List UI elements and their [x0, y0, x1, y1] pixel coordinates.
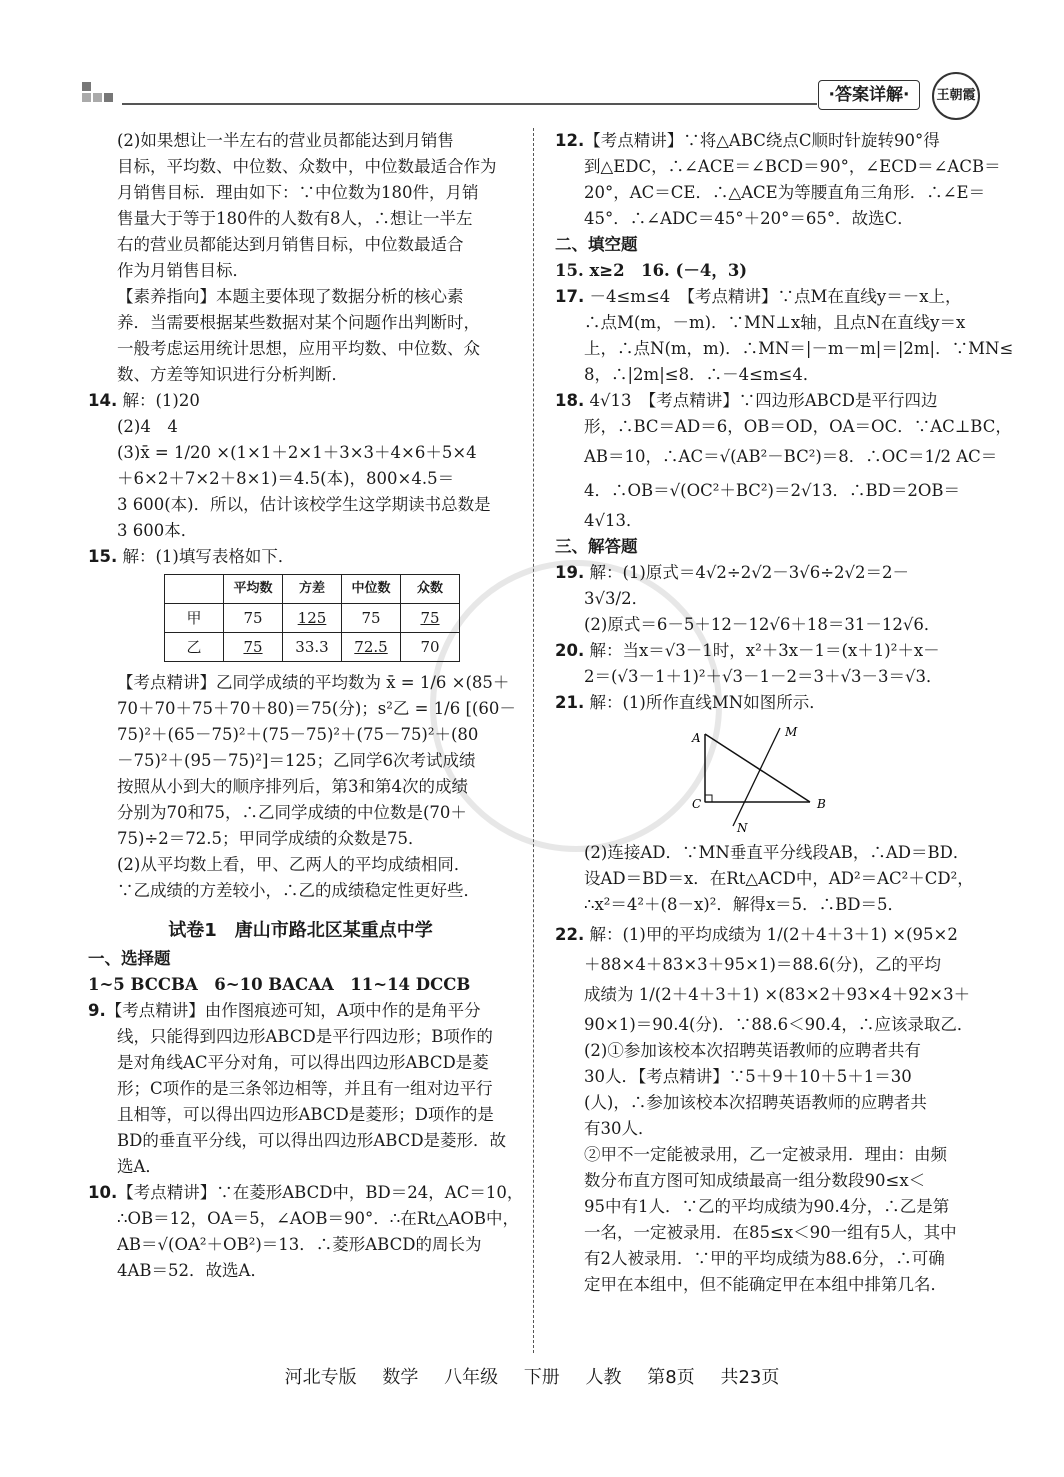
seal-logo: 王朝霞: [932, 72, 980, 120]
q21-part2: (2)连接AD．∵MN垂直平分线段AB，∴AD＝BD． 设AD＝BD＝x．在Rt△ACD中，AD²＝AC²＋CD²， ∴x²＝4²＋(8－x)²．解得x＝5．∴BD＝5．: [584, 843, 974, 914]
score-table: [164, 574, 460, 662]
q15-16: 15. x≥2 16. (－4，3): [555, 261, 748, 280]
q15-explanation: 【考点精讲】乙同学成绩的平均数为 x̄ = 1/6 ×(85＋ 70＋70＋75＋70＋80)＝75(分)；s²乙 = 1/6 [(60－ 75)²＋(65－75)²＋(75－75)²＋(75－75)²＋(80 －75)²＋(95－75)²]＝125；乙同学6次考试成绩 按照从小到大的顺序排列后，第3和第4次的成绩 分别为70和75，∴乙同学成绩的中位数是(70＋ 75)÷2＝72.5；甲同学成绩的众数是75． (2)从平均数上看，甲、乙两人的平均成绩相同． ∵乙成绩的方差较小，∴乙的成绩稳定性更好些．: [117, 673, 516, 900]
header-label: ·答案详解·: [818, 80, 920, 110]
q20: 20. 解：当x＝√3－1时，x²＋3x－1＝(x＋1)²＋x－: [555, 641, 940, 660]
triangle-figure: [685, 720, 845, 836]
section-heading: 一、选择题: [88, 949, 171, 968]
q12: 12.【考点精讲】∵将△ABC绕点C顺时针旋转90°得: [555, 131, 940, 150]
section-heading: 三、解答题: [555, 537, 638, 556]
label-b: B: [817, 797, 826, 811]
q10: 10.【考点精讲】∵在菱形ABCD中，BD＝24，AC＝10，: [88, 1183, 524, 1202]
q22: 22. 解：(1)甲的平均成绩为 1/(2＋4＋3＋1) ×(95×2: [555, 925, 958, 944]
left-column: (2)如果想让一半左右的营业员都能达到月销售 目标，平均数、中位数、众数中，中位数最适合作为 月销售目标．理由如下：∵中位数为180件，月销 售量大于等于180件的人数有8人，∴想让一半左 右的营业员都能达到月销售目标，中位数最适合 作为月销售目标． 【素养指向】本题主要体现了数据分析的核心素 养．当需要根据某些数据对某个问题作出判断时， 一般考虑运用统计思想，应用平均数、中位数、众 数、方差等知识进行分析判断． 14. 解：(1)20 (2)4 4 (3)x̄ = 1/20 ×(1×1＋2×1＋3×3＋4×6＋5×4 ＋6×2＋7×2＋8×1)＝4.5(本)，800×4.5＝ 3 600(本)．所以，估计该校学生这学期读书总数是 3 600本． 15. 解：(1)填写表格如下． 平均数 方差 中位数 众数 甲 75 125 75 75 乙 75 33.3 72.5 70 【考点精讲】乙同学成绩的平均数为 x̄ = 1/6 ×(85＋ 70＋70＋75＋70＋80)＝75(分)；s²乙 = 1/6 [(60－ 75)²＋(65－75)²＋(75－75)²＋(75－75)²＋(80 －75)²＋(95－75)²]＝125；乙同学6次考试成绩 按照从小到大的顺序排列后，第3和第4次的成绩 分别为70和75，∴乙同学成绩的中位数是(70＋ 75)÷2＝72.5；甲同学成绩的众数是75． (2)从平均数上看，甲、乙两人的平均成绩相同． ∵乙成绩的方差较小，∴乙的成绩稳定性更好些． 试卷1 唐山市路北区某重点中学 一、选择题 1~5 BCCBA 6~10 BACAA 11~14 DCCB 9.【考点精讲】由作图痕迹可知，A项中作的是角平分 线，只能得到四边形ABCD是平行四边形；B项作的 是对角线AC平分对角，可以得出四边形ABCD是菱 形；C项作的是三条邻边相等，并且有一组对边平行 且相等，可以得出四边形ABCD是菱形；D项作的是 BD的垂直平分线，可以得出四边形ABCD是菱形．故 选A． 10.【考点精讲】∵在菱形ABCD中，BD＝24，AC＝10， ∴OB＝12，OA＝5，∠AOB＝90°．∴在Rt△AOB中， AB＝√(OA²＋OB²)＝13．∴菱形ABCD的周长为 4AB＝52．故选A．: [88, 128, 513, 1284]
table-row: 甲 75 125 75 75: [165, 604, 460, 633]
label-n: N: [737, 821, 748, 835]
q14: 14. 解：(1)20: [88, 391, 200, 410]
q15: 15. 解：(1)填写表格如下．: [88, 547, 295, 566]
q17: 17. －4≤m≤4 【考点精讲】∵点M在直线y＝－x上，: [555, 287, 962, 306]
label-c: C: [692, 797, 702, 811]
q18: 18. 4√13 【考点精讲】∵四边形ABCD是平行四边: [555, 391, 938, 410]
q13-part2: (2)如果想让一半左右的营业员都能达到月销售 目标，平均数、中位数、众数中，中位数最适合作为 月销售目标．理由如下：∵中位数为180件，月销 售量大于等于180件的人数有8人，∴想让一半左 右的营业员都能达到月销售目标，中位数最适合 作为月销售目标． 【素养指向】本题主要体现了数据分析的核心素 养．当需要根据某些数据对某个问题作出判断时， 一般考虑运用统计思想，应用平均数、中位数、众 数、方差等知识进行分析判断．: [117, 131, 497, 384]
label-m: M: [785, 725, 798, 739]
table-header-row: 平均数 方差 中位数 众数: [165, 575, 460, 604]
side-ab: [705, 734, 810, 802]
header-decoration: [82, 82, 118, 110]
label-a: A: [692, 731, 701, 745]
section-heading: 二、填空题: [555, 235, 638, 254]
paper-title: 试卷1 唐山市路北区某重点中学: [168, 920, 433, 941]
q9: 9.【考点精讲】由作图痕迹可知，A项中作的是角平分: [88, 1001, 481, 1020]
page-footer: 河北专版 数学 八年级 下册 人教 第8页 共23页: [284, 1367, 780, 1388]
right-angle-mark: [705, 795, 712, 802]
q19: 19. 解：(1)原式＝4√2÷2√2－3√6÷2√2＝2－: [555, 563, 910, 582]
header-rule: [122, 103, 817, 105]
table-row: 乙 75 33.3 72.5 70: [165, 633, 460, 662]
column-divider: [533, 128, 534, 1353]
line-mn: [733, 728, 780, 826]
choice-answers: 1~5 BCCBA 6~10 BACAA 11~14 DCCB: [88, 975, 471, 994]
right-column: 12.【考点精讲】∵将△ABC绕点C顺时针旋转90°得 到△EDC，∴∠ACE＝∠BCD＝90°，∠ECD＝∠ACB＝ 20°，AC＝CE．∴△ACE为等腰直角三角形．∴∠E＝ 45°．∴∠ADC＝45°＋20°＝65°．故选C． 二、填空题 15. x≥2 16. (－4，3) 17. －4≤m≤4 【考点精讲】∵点M在直线y＝－x上， ∴点M(m，－m)．∵MN⊥x轴，且点N在直线y＝x 上，∴点N(m，m)．∴MN＝|－m－m|＝|2m|．∵MN≤ 8，∴|2m|≤8．∴－4≤m≤4． 18. 4√13 【考点精讲】∵四边形ABCD是平行四边 形，∴BC＝AD＝6，OB＝OD，OA＝OC．∵AC⊥BC， AB＝10，∴AC＝√(AB²－BC²)＝8．∴OC＝1/2 AC＝ 4．∴OB＝√(OC²＋BC²)＝2√13．∴BD＝2OB＝ 4√13． 三、解答题 19. 解：(1)原式＝4√2÷2√2－3√6÷2√2＝2－ 3√3/2． (2)原式＝6－5＋12－12√6＋18＝31－12√6． 20. 解：当x＝√3－1时，x²＋3x－1＝(x＋1)²＋x－ 2＝(√3－1＋1)²＋√3－1－2＝3＋√3－3＝√3． 21. 解：(1)所作直线MN如图所示． A C B M N (2)连接AD．∵MN垂直平分线段AB，∴AD＝BD． 设AD＝BD＝x．在Rt△ACD中，AD²＝AC²＋CD²， ∴x²＝4²＋(8－x)²．解得x＝5．∴BD＝5． 22. 解：(1)甲的平均成绩为 1/(2＋4＋3＋1) ×(95×2 ＋88×4＋83×3＋95×1)＝88.6(分)，乙的平均 成绩为 1/(2＋4＋3＋1) ×(83×2＋93×4＋92×3＋ 90×1)＝90.4(分)．∵88.6＜90.4，∴应该录取乙． (2)①参加该校本次招聘英语教师的应聘者共有 30人．【考点精讲】∵5＋9＋10＋5＋1＝30 (人)，∴参加该校本次招聘英语教师的应聘者共 有30人． ②甲不一定能被录用，乙一定被录用．理由：由频 数分布直方图可知成绩最高一组分数段90≤x＜ 95中有1人．∵乙的平均成绩为90.4分，∴乙是第 一名，一定被录用．在85≤x＜90一组有5人，其中 有2人被录用．∵甲的平均成绩为88.6分，∴可确 定甲在本组中，但不能确定甲在本组中排第几名．: [555, 128, 978, 1298]
q21: 21. 解：(1)所作直线MN如图所示．: [555, 693, 826, 712]
